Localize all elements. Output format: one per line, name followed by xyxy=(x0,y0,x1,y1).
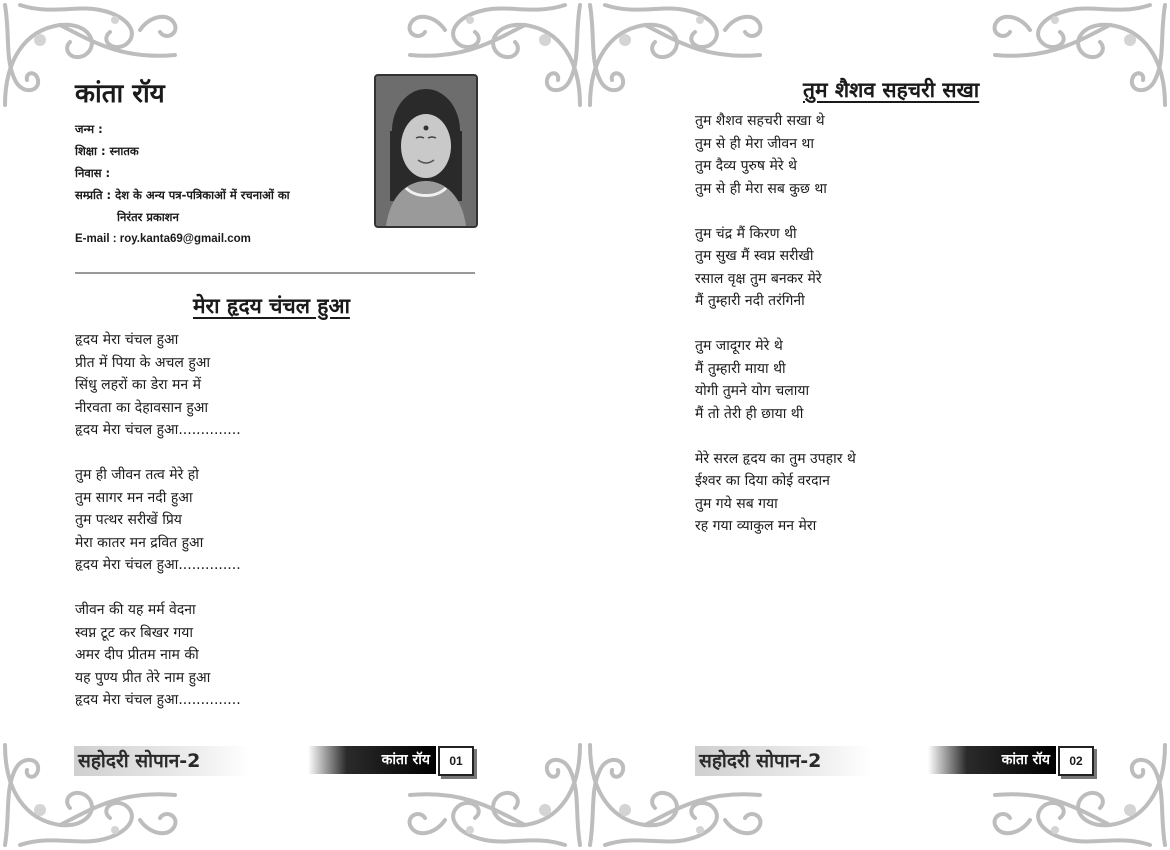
poem-line: मैं तुम्हारी नदी तरंगिनी xyxy=(695,293,805,309)
poem-line: हृदय मेरा चंचल हुआ.............. xyxy=(75,557,241,573)
poem-line: हृदय मेरा चंचल हुआ.............. xyxy=(75,692,241,708)
poem-body xyxy=(75,329,241,712)
poem-line: नीरवता का देहावसान हुआ xyxy=(75,399,209,416)
bio-career-continued: निरंतर प्रकाशन xyxy=(117,210,179,224)
poem-line: तुम सागर मन नदी हुआ xyxy=(75,489,193,506)
bio-email: E-mail : roy.kanta69@gmail.com xyxy=(75,233,251,245)
author-bio xyxy=(75,118,355,250)
poem-line: स्वप्न टूट कर बिखर गया xyxy=(75,624,194,641)
poem-line: हृदय मेरा चंचल हुआ xyxy=(75,332,179,348)
corner-ornament-icon xyxy=(990,0,1170,110)
author-photo xyxy=(374,74,478,228)
poem-line: तुम से ही मेरा जीवन था xyxy=(695,135,814,152)
poem-title: मेरा हृदय चंचल हुआ xyxy=(193,294,350,318)
bio-birth: जन्म : xyxy=(75,122,103,136)
poem-title: तुम शैशव सहचरी सखा xyxy=(803,78,980,102)
footer-author: कांता रॉय xyxy=(308,746,436,774)
bio-education: शिक्षा : स्नातक xyxy=(75,144,139,158)
divider xyxy=(75,272,475,274)
poem-body xyxy=(695,110,856,538)
poem-line: रसाल वृक्ष तुम बनकर मेरे xyxy=(695,270,822,287)
book-title: सहोदरी सोपान-2 xyxy=(74,746,250,776)
poem-line: तुम शैशव सहचरी सखा थे xyxy=(695,113,825,129)
poem-line: तुम से ही मेरा सब कुछ था xyxy=(695,180,827,197)
poem-line: हृदय मेरा चंचल हुआ.............. xyxy=(75,422,241,438)
bio-residence: निवास : xyxy=(75,166,111,180)
poem-line: तुम सुख मैं स्वप्न सरीखी xyxy=(695,248,814,264)
poem-line: तुम गये सब गया xyxy=(695,495,778,512)
poem-line: अमर दीप प्रीतम नाम की xyxy=(75,647,199,663)
poem-line: तुम ही जीवन तत्व मेरे हो xyxy=(75,467,199,483)
poem-line: मैं तो तेरी ही छाया थी xyxy=(695,405,804,422)
poem-line: जीवन की यह मर्म वेदना xyxy=(75,602,196,618)
book-title: सहोदरी सोपान-2 xyxy=(695,746,871,776)
poem-line: तुम जादूगर मेरे थे xyxy=(695,338,783,354)
poem-line: ईश्वर का दिया कोई वरदान xyxy=(695,473,830,489)
corner-ornament-icon xyxy=(585,0,765,110)
poem-line: मेरा कातर मन द्रवित हुआ xyxy=(75,534,204,551)
right-page xyxy=(585,0,1170,850)
poem-line: योगी तुमने योग चलाया xyxy=(695,383,810,399)
poem-line: मेरे सरल हृदय का तुम उपहार थे xyxy=(695,450,856,467)
poem-line: तुम दैव्य पुरुष मेरे थे xyxy=(695,158,797,174)
page-number: 01 xyxy=(438,746,474,776)
poem-line: मैं तुम्हारी माया थी xyxy=(695,360,786,377)
poem-line: तुम चंद्र मैं किरण थी xyxy=(695,225,797,242)
poem-line: तुम पत्थर सरीखें प्रिय xyxy=(75,512,182,528)
poem-line: यह पुण्य प्रीत तेरे नाम हुआ xyxy=(75,669,211,686)
poem-line: प्रीत में पिया के अचल हुआ xyxy=(75,354,211,371)
bio-career: सम्प्रति : देश के अन्य पत्र-पत्रिकाओं में रचनाओं का xyxy=(75,188,290,202)
poem-line: रह गया व्याकुल मन मेरा xyxy=(695,518,817,534)
poem-line: सिंधु लहरों का डेरा मन में xyxy=(75,377,201,393)
footer-author: कांता रॉय xyxy=(928,746,1056,774)
page-number: 02 xyxy=(1058,746,1094,776)
author-name: कांता रॉय xyxy=(75,79,165,109)
